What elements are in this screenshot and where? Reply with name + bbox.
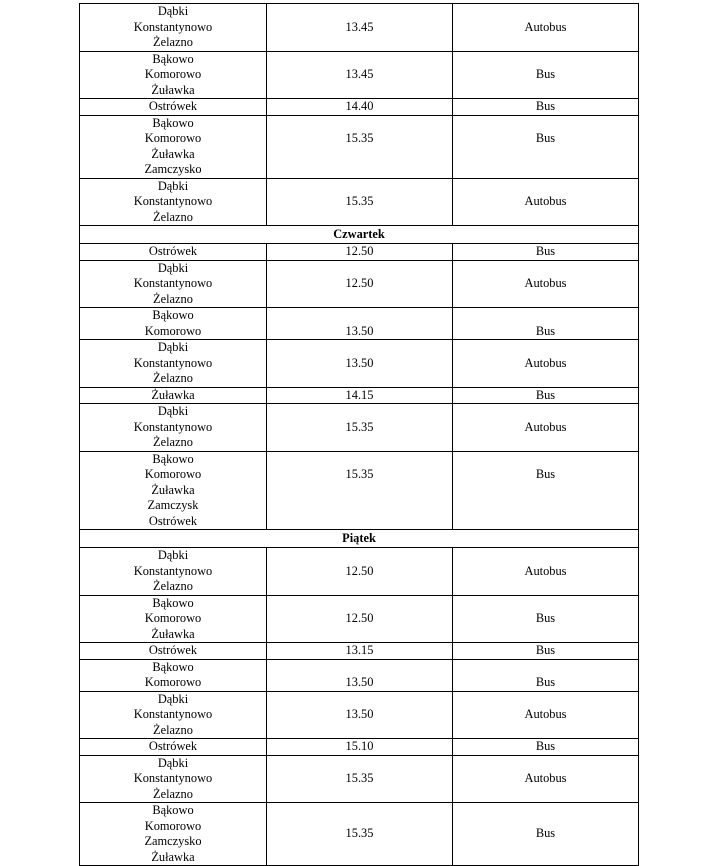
vehicle-type: Autobus <box>524 194 567 208</box>
departure-time-cell <box>267 4 453 52</box>
place-name: Dąbki <box>157 691 189 706</box>
place-name: Żuławka <box>151 482 195 497</box>
table-row <box>80 178 639 226</box>
vehicle-type: Bus <box>535 67 556 81</box>
table-row <box>80 548 639 596</box>
departure-time: 12.50 <box>345 563 374 578</box>
place-name: Żelazno <box>153 579 193 593</box>
place-name: Komorowo <box>144 818 202 833</box>
place-name: Żelazno <box>153 291 193 306</box>
place-name: Dąbki <box>157 755 189 770</box>
place-name: Dąbki <box>157 340 189 354</box>
table-row <box>80 244 639 261</box>
place-name: Bąkowo <box>152 595 194 610</box>
vehicle-type: Autobus <box>524 563 567 578</box>
place-name: Dąbki <box>157 178 189 193</box>
departure-time-cell <box>267 659 453 691</box>
departure-time: 13.45 <box>345 19 374 34</box>
places-cell <box>80 404 267 452</box>
day-header: Czwartek <box>80 226 639 244</box>
vehicle-type-cell <box>453 244 639 261</box>
place-name: Bąkowo <box>152 308 194 322</box>
vehicle-type-cell <box>453 178 639 226</box>
place-name: Dąbki <box>157 4 189 18</box>
places-cell <box>80 643 267 660</box>
vehicle-type: Bus <box>535 466 556 481</box>
departure-time: 13.45 <box>345 67 374 81</box>
table-row <box>80 51 639 99</box>
place-name: Żelazno <box>153 722 193 737</box>
places-cell <box>80 51 267 99</box>
table-row <box>80 643 639 660</box>
departure-time: 15.35 <box>345 771 374 785</box>
table-row <box>80 659 639 691</box>
places-cell <box>80 4 267 52</box>
places-cell <box>80 99 267 116</box>
places-cell <box>80 178 267 226</box>
departure-time-cell <box>267 244 453 261</box>
place-name: Konstantynowo <box>133 771 213 785</box>
table-row <box>80 340 639 388</box>
place-name: Ostrówek <box>148 643 198 657</box>
place-name: Żelazno <box>153 371 193 385</box>
departure-time-cell <box>267 595 453 643</box>
schedule-table <box>79 3 639 866</box>
departure-time-cell <box>267 691 453 739</box>
day-header-row <box>80 226 639 244</box>
vehicle-type-cell <box>453 387 639 404</box>
place-name: Konstantynowo <box>133 194 213 208</box>
place-name: Dąbki <box>157 404 189 418</box>
departure-time: 12.50 <box>345 611 374 625</box>
day-header: Piątek <box>80 530 639 548</box>
place-name: Komorowo <box>144 675 202 689</box>
vehicle-type: Bus <box>535 99 556 113</box>
place-name: Konstantynowo <box>133 563 213 578</box>
table-row <box>80 99 639 116</box>
table-row <box>80 595 639 643</box>
departure-time: 15.35 <box>345 826 374 841</box>
departure-time-cell <box>267 115 453 178</box>
place-name: Bąkowo <box>152 51 194 66</box>
departure-time: 15.10 <box>345 739 374 753</box>
place-name: Bąkowo <box>152 451 194 466</box>
departure-time: 13.15 <box>345 643 374 657</box>
place-name: Ostrówek <box>148 244 198 258</box>
day-header-row <box>80 530 639 548</box>
place-name: Ostrówek <box>148 513 198 528</box>
departure-time-cell <box>267 308 453 340</box>
places-cell <box>80 115 267 178</box>
places-cell <box>80 451 267 530</box>
departure-time-cell <box>267 51 453 99</box>
places-cell <box>80 803 267 866</box>
place-name: Żelazno <box>153 209 193 224</box>
vehicle-type: Autobus <box>524 276 567 290</box>
vehicle-type: Autobus <box>524 419 567 434</box>
vehicle-type: Bus <box>535 130 556 145</box>
vehicle-type: Bus <box>535 323 556 338</box>
vehicle-type: Bus <box>535 387 556 402</box>
departure-time-cell <box>267 548 453 596</box>
place-name: Żelazno <box>153 435 193 449</box>
places-cell <box>80 260 267 308</box>
places-cell <box>80 659 267 691</box>
table-row <box>80 755 639 803</box>
vehicle-type: Bus <box>535 739 556 753</box>
departure-time-cell <box>267 739 453 756</box>
table-row <box>80 451 639 530</box>
vehicle-type-cell <box>453 739 639 756</box>
departure-time: 15.35 <box>345 419 374 434</box>
place-name: Ostrówek <box>148 99 198 113</box>
vehicle-type: Bus <box>535 826 556 841</box>
departure-time-cell <box>267 755 453 803</box>
vehicle-type: Bus <box>535 611 556 625</box>
departure-time-cell <box>267 404 453 452</box>
vehicle-type-cell <box>453 755 639 803</box>
vehicle-type: Autobus <box>524 19 567 34</box>
places-cell <box>80 691 267 739</box>
vehicle-type-cell <box>453 115 639 178</box>
departure-time: 14.15 <box>345 387 374 402</box>
place-name: Ostrówek <box>148 739 198 753</box>
departure-time-cell <box>267 643 453 660</box>
place-name: Żuławka <box>151 82 195 97</box>
vehicle-type: Bus <box>535 244 556 258</box>
place-name: Konstantynowo <box>133 355 213 370</box>
departure-time: 13.50 <box>345 355 374 370</box>
place-name: Bąkowo <box>152 659 194 674</box>
departure-time: 14.40 <box>345 99 374 113</box>
schedule-body <box>80 4 639 866</box>
places-cell <box>80 755 267 803</box>
vehicle-type-cell <box>453 51 639 99</box>
places-cell <box>80 595 267 643</box>
departure-time: 13.50 <box>345 707 374 721</box>
departure-time-cell <box>267 340 453 388</box>
places-cell <box>80 244 267 261</box>
departure-time: 12.50 <box>345 244 374 258</box>
departure-time: 15.35 <box>345 466 374 481</box>
vehicle-type-cell <box>453 451 639 530</box>
table-row <box>80 691 639 739</box>
vehicle-type: Autobus <box>524 771 567 785</box>
place-name: Bąkowo <box>152 115 194 130</box>
table-row <box>80 308 639 340</box>
place-name: Żelazno <box>153 35 193 49</box>
vehicle-type: Bus <box>535 643 556 657</box>
place-name: Zamczysk <box>147 498 199 512</box>
place-name: Komorowo <box>144 67 202 81</box>
place-name: Żuławka <box>151 387 195 402</box>
vehicle-type-cell <box>453 691 639 739</box>
place-name: Dąbki <box>157 260 189 275</box>
departure-time-cell <box>267 260 453 308</box>
place-name: Bąkowo <box>152 803 194 817</box>
place-name: Zamczysko <box>144 162 202 176</box>
place-name: Żuławka <box>151 626 195 641</box>
places-cell <box>80 340 267 388</box>
place-name: Komorowo <box>144 467 202 481</box>
vehicle-type-cell <box>453 659 639 691</box>
vehicle-type-cell <box>453 548 639 596</box>
departure-time: 13.50 <box>345 323 374 338</box>
vehicle-type-cell <box>453 643 639 660</box>
vehicle-type: Bus <box>535 675 556 689</box>
table-row <box>80 260 639 308</box>
table-row <box>80 4 639 52</box>
departure-time-cell <box>267 387 453 404</box>
vehicle-type-cell <box>453 803 639 866</box>
table-row <box>80 115 639 178</box>
vehicle-type-cell <box>453 308 639 340</box>
place-name: Zamczysko <box>144 834 202 848</box>
vehicle-type-cell <box>453 260 639 308</box>
place-name: Żuławka <box>151 146 195 161</box>
departure-time-cell <box>267 178 453 226</box>
vehicle-type-cell <box>453 595 639 643</box>
places-cell <box>80 739 267 756</box>
place-name: Żelazno <box>153 786 193 801</box>
place-name: Konstantynowo <box>133 19 213 34</box>
place-name: Konstantynowo <box>133 419 213 434</box>
place-name: Komorowo <box>144 611 202 625</box>
departure-time-cell <box>267 451 453 530</box>
places-cell <box>80 308 267 340</box>
place-name: Żuławka <box>151 849 195 864</box>
table-row <box>80 387 639 404</box>
vehicle-type: Autobus <box>524 355 567 370</box>
place-name: Konstantynowo <box>133 707 213 721</box>
place-name: Komorowo <box>144 131 202 145</box>
table-row <box>80 803 639 866</box>
departure-time-cell <box>267 803 453 866</box>
vehicle-type-cell <box>453 4 639 52</box>
places-cell <box>80 548 267 596</box>
table-row <box>80 404 639 452</box>
place-name: Dąbki <box>157 548 189 562</box>
vehicle-type-cell <box>453 99 639 116</box>
place-name: Konstantynowo <box>133 276 213 290</box>
vehicle-type-cell <box>453 340 639 388</box>
departure-time-cell <box>267 99 453 116</box>
departure-time: 13.50 <box>345 675 374 689</box>
departure-time: 12.50 <box>345 276 374 290</box>
table-row <box>80 739 639 756</box>
place-name: Komorowo <box>144 323 202 338</box>
vehicle-type: Autobus <box>524 707 567 721</box>
places-cell <box>80 387 267 404</box>
departure-time: 15.35 <box>345 130 374 145</box>
departure-time: 15.35 <box>345 194 374 208</box>
vehicle-type-cell <box>453 404 639 452</box>
